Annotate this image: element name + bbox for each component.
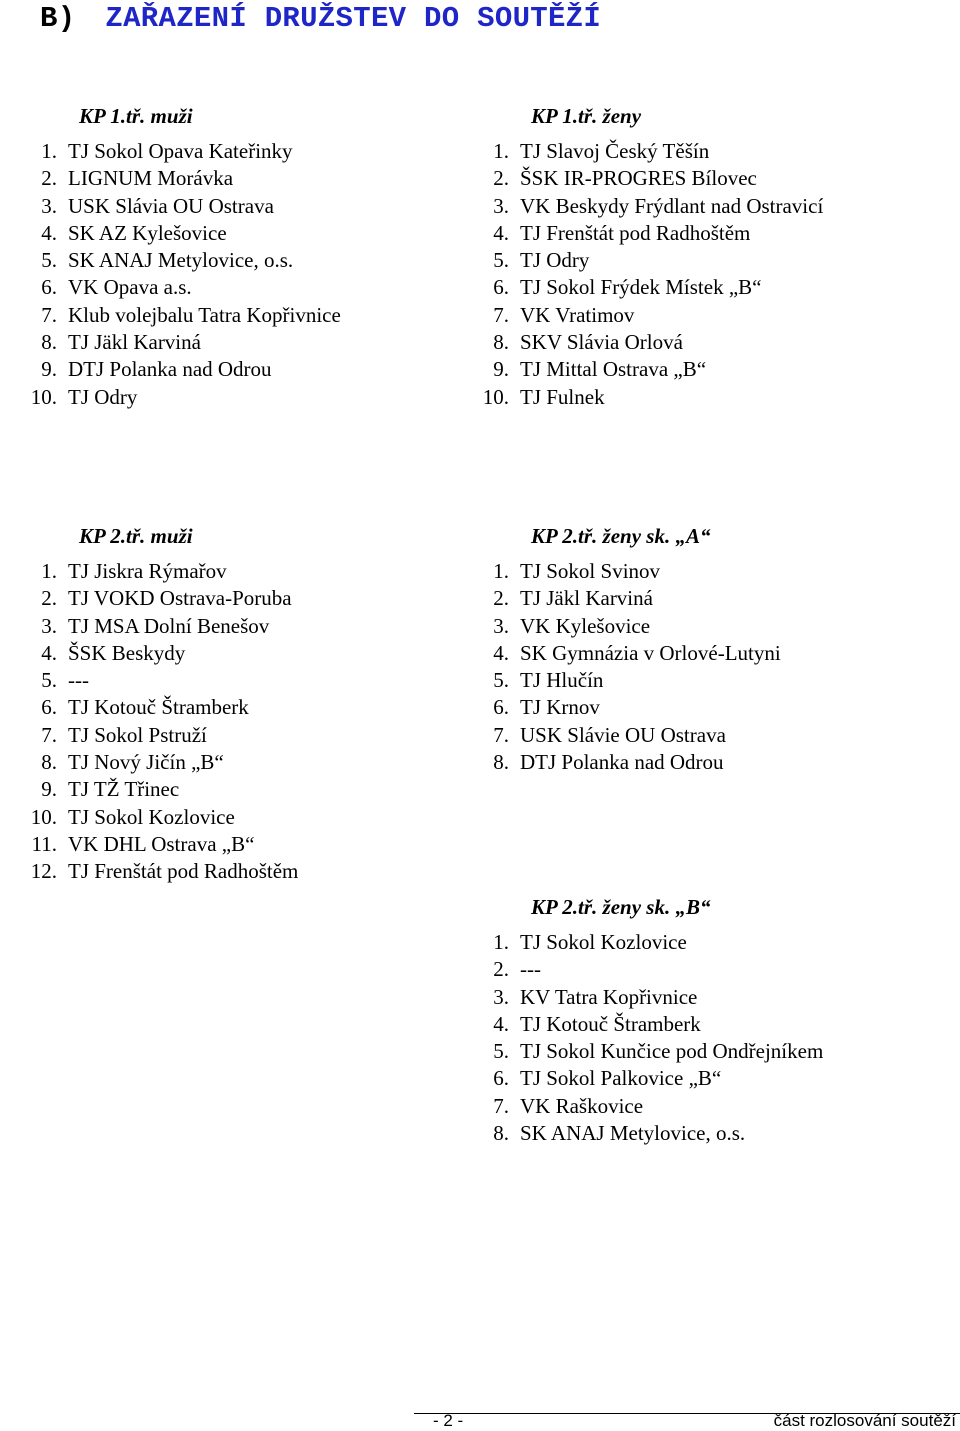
group-title: KP 1.tř. muži bbox=[79, 104, 193, 128]
item-number: 7. bbox=[41, 722, 57, 747]
team-name: TJ Frenštát pod Radhoštěm bbox=[520, 220, 751, 245]
item-number: 3. bbox=[493, 193, 509, 218]
team-name: TJ Odry bbox=[520, 248, 590, 273]
team-name: VK DHL Ostrava „B“ bbox=[68, 831, 255, 856]
item-number: 1. bbox=[493, 139, 509, 163]
group-title: KP 2.tř. ženy sk. „B“ bbox=[531, 895, 711, 919]
item-number: 2. bbox=[493, 166, 509, 191]
list-item bbox=[452, 1120, 823, 1147]
list-item bbox=[452, 220, 823, 247]
item-number: 5. bbox=[493, 248, 509, 273]
team-name: SK ANAJ Metylovice, o.s. bbox=[520, 1121, 746, 1146]
list-item bbox=[0, 302, 341, 329]
page-number: - 2 - bbox=[433, 1411, 464, 1430]
item-number: 5. bbox=[493, 1039, 509, 1064]
team-name: VK Opava a.s. bbox=[68, 275, 192, 300]
team-list bbox=[0, 138, 341, 411]
team-name: TJ Sokol Opava Kateřinky bbox=[68, 139, 293, 163]
item-number: 7. bbox=[493, 722, 509, 747]
list-item bbox=[0, 220, 341, 247]
item-number: 2. bbox=[493, 586, 509, 611]
list-item bbox=[452, 193, 823, 220]
team-name: TJ Hlučín bbox=[520, 668, 604, 693]
item-number: 8. bbox=[493, 1121, 509, 1146]
team-name: VK Vratimov bbox=[520, 302, 635, 327]
item-number: 8. bbox=[493, 750, 509, 775]
item-number: 1. bbox=[493, 559, 509, 583]
item-number: 9. bbox=[493, 357, 509, 382]
list-item bbox=[0, 694, 298, 721]
list-item bbox=[452, 667, 781, 694]
team-name: TJ Sokol Frýdek Místek „B“ bbox=[520, 275, 762, 300]
team-name: VK Raškovice bbox=[520, 1093, 644, 1118]
team-name: SK ANAJ Metylovice, o.s. bbox=[68, 248, 294, 273]
team-name: TJ Kotouč Štramberk bbox=[68, 695, 249, 720]
group-title: KP 2.tř. muži bbox=[79, 524, 193, 548]
list-item bbox=[0, 384, 341, 411]
team-name: TJ Sokol Palkovice „B“ bbox=[520, 1066, 722, 1091]
item-number: 3. bbox=[41, 613, 57, 638]
team-name: TJ Jiskra Rýmařov bbox=[68, 559, 227, 583]
team-name: SK Gymnázia v Orlové-Lutyni bbox=[520, 640, 781, 665]
team-list bbox=[452, 558, 781, 776]
list-item bbox=[0, 722, 298, 749]
team-name: DTJ Polanka nad Odrou bbox=[68, 357, 272, 382]
item-number: 1. bbox=[493, 930, 509, 954]
team-name: ŠSK IR-PROGRES Bílovec bbox=[520, 166, 757, 191]
list-item bbox=[452, 1038, 823, 1065]
team-name: --- bbox=[520, 957, 541, 982]
team-name: DTJ Polanka nad Odrou bbox=[520, 750, 724, 775]
list-item bbox=[452, 384, 823, 411]
footer-text: část rozlosování soutěží bbox=[773, 1411, 956, 1430]
group-title: KP 1.tř. ženy bbox=[531, 104, 642, 128]
item-number: 7. bbox=[493, 1093, 509, 1118]
list-item bbox=[452, 929, 823, 956]
list-item bbox=[0, 193, 341, 220]
item-number: 2. bbox=[41, 586, 57, 611]
item-number: 11. bbox=[31, 831, 57, 856]
team-name: TJ Krnov bbox=[520, 695, 600, 720]
item-number: 6. bbox=[493, 275, 509, 300]
group-kp1-muzi bbox=[0, 103, 341, 411]
list-item bbox=[452, 585, 781, 612]
group-kp2-zeny-b bbox=[452, 894, 823, 1147]
list-item bbox=[0, 585, 298, 612]
item-number: 9. bbox=[41, 777, 57, 802]
team-list bbox=[452, 138, 823, 411]
item-number: 3. bbox=[41, 193, 57, 218]
team-name: TJ Kotouč Štramberk bbox=[520, 1011, 701, 1036]
item-number: 4. bbox=[41, 640, 57, 665]
list-item bbox=[452, 749, 781, 776]
team-name: LIGNUM Morávka bbox=[68, 166, 234, 191]
list-item bbox=[0, 356, 341, 383]
list-item bbox=[452, 274, 823, 301]
item-number: 8. bbox=[493, 330, 509, 355]
team-name: KV Tatra Kopřivnice bbox=[520, 984, 698, 1009]
team-name: TJ Jäkl Karviná bbox=[520, 586, 653, 611]
list-item bbox=[452, 694, 781, 721]
item-number: 1. bbox=[41, 559, 57, 583]
item-number: 10. bbox=[30, 804, 57, 829]
section-letter: B) bbox=[40, 2, 76, 35]
list-item bbox=[0, 776, 298, 803]
team-name: ŠSK Beskydy bbox=[68, 640, 186, 665]
team-name: TJ Sokol Pstruží bbox=[68, 722, 207, 747]
team-name: SKV Slávia Orlová bbox=[520, 330, 683, 355]
list-item bbox=[452, 956, 823, 983]
item-number: 4. bbox=[493, 220, 509, 245]
item-number: 4. bbox=[41, 220, 57, 245]
item-number: 10. bbox=[30, 384, 57, 409]
team-list bbox=[452, 929, 823, 1147]
list-item bbox=[0, 329, 341, 356]
item-number: 6. bbox=[41, 695, 57, 720]
list-item bbox=[452, 138, 823, 165]
list-item bbox=[0, 247, 341, 274]
team-name: USK Slávia OU Ostrava bbox=[68, 193, 274, 218]
item-number: 3. bbox=[493, 984, 509, 1009]
team-name: VK Kylešovice bbox=[520, 613, 651, 638]
list-item bbox=[452, 984, 823, 1011]
item-number: 3. bbox=[493, 613, 509, 638]
item-number: 1. bbox=[41, 139, 57, 163]
team-name: TJ Frenštát pod Radhoštěm bbox=[68, 859, 299, 884]
group-kp2-muzi bbox=[0, 523, 298, 886]
item-number: 10. bbox=[482, 384, 509, 409]
list-item bbox=[452, 165, 823, 192]
team-name: TJ Odry bbox=[68, 384, 138, 409]
item-number: 2. bbox=[41, 166, 57, 191]
item-number: 12. bbox=[30, 859, 57, 884]
item-number: 7. bbox=[41, 302, 57, 327]
team-name: USK Slávie OU Ostrava bbox=[520, 722, 726, 747]
list-item bbox=[452, 302, 823, 329]
list-item bbox=[452, 1011, 823, 1038]
team-name: TJ Nový Jičín „B“ bbox=[68, 750, 224, 775]
list-item bbox=[452, 558, 781, 585]
item-number: 6. bbox=[493, 695, 509, 720]
list-item bbox=[452, 247, 823, 274]
item-number: 8. bbox=[41, 750, 57, 775]
list-item bbox=[0, 749, 298, 776]
list-item bbox=[0, 858, 298, 885]
list-item bbox=[452, 329, 823, 356]
list-item bbox=[0, 613, 298, 640]
team-name: TJ MSA Dolní Benešov bbox=[68, 613, 270, 638]
item-number: 5. bbox=[493, 668, 509, 693]
list-item bbox=[0, 831, 298, 858]
list-item bbox=[0, 274, 341, 301]
team-name: --- bbox=[68, 668, 89, 693]
item-number: 8. bbox=[41, 330, 57, 355]
item-number: 6. bbox=[493, 1066, 509, 1091]
list-item bbox=[452, 640, 781, 667]
list-item bbox=[0, 165, 341, 192]
team-name: Klub volejbalu Tatra Kopřivnice bbox=[68, 302, 341, 327]
team-list bbox=[0, 558, 298, 886]
team-name: TJ Slavoj Český Těšín bbox=[520, 139, 710, 163]
team-name: TJ Jäkl Karviná bbox=[68, 330, 201, 355]
list-item bbox=[0, 558, 298, 585]
team-name: TJ Sokol Kozlovice bbox=[68, 804, 235, 829]
team-name: TJ Mittal Ostrava „B“ bbox=[520, 357, 707, 382]
list-item bbox=[0, 804, 298, 831]
team-name: VK Beskydy Frýdlant nad Ostravicí bbox=[520, 193, 824, 218]
list-item bbox=[452, 1065, 823, 1092]
team-name: TJ Sokol Kozlovice bbox=[520, 930, 687, 954]
section-heading bbox=[40, 2, 601, 35]
list-item bbox=[0, 640, 298, 667]
list-item bbox=[0, 138, 341, 165]
item-number: 4. bbox=[493, 640, 509, 665]
item-number: 9. bbox=[41, 357, 57, 382]
section-title: ZAŘAZENÍ DRUŽSTEV DO SOUTĚŽÍ bbox=[105, 2, 602, 35]
list-item bbox=[452, 1093, 823, 1120]
team-name: TJ Sokol Svinov bbox=[520, 559, 661, 583]
item-number: 5. bbox=[41, 668, 57, 693]
list-item bbox=[452, 613, 781, 640]
team-name: SK AZ Kylešovice bbox=[68, 220, 227, 245]
team-name: TJ VOKD Ostrava-Poruba bbox=[68, 586, 292, 611]
list-item bbox=[452, 356, 823, 383]
group-kp2-zeny-a bbox=[452, 523, 781, 776]
item-number: 6. bbox=[41, 275, 57, 300]
item-number: 5. bbox=[41, 248, 57, 273]
item-number: 4. bbox=[493, 1011, 509, 1036]
list-item bbox=[452, 722, 781, 749]
item-number: 7. bbox=[493, 302, 509, 327]
team-name: TJ Sokol Kunčice pod Ondřejníkem bbox=[520, 1039, 824, 1064]
group-title: KP 2.tř. ženy sk. „A“ bbox=[531, 524, 711, 548]
group-kp1-zeny bbox=[452, 103, 823, 411]
team-name: TJ Fulnek bbox=[520, 384, 605, 409]
item-number: 2. bbox=[493, 957, 509, 982]
team-name: TJ TŽ Třinec bbox=[68, 777, 180, 802]
list-item bbox=[0, 667, 298, 694]
